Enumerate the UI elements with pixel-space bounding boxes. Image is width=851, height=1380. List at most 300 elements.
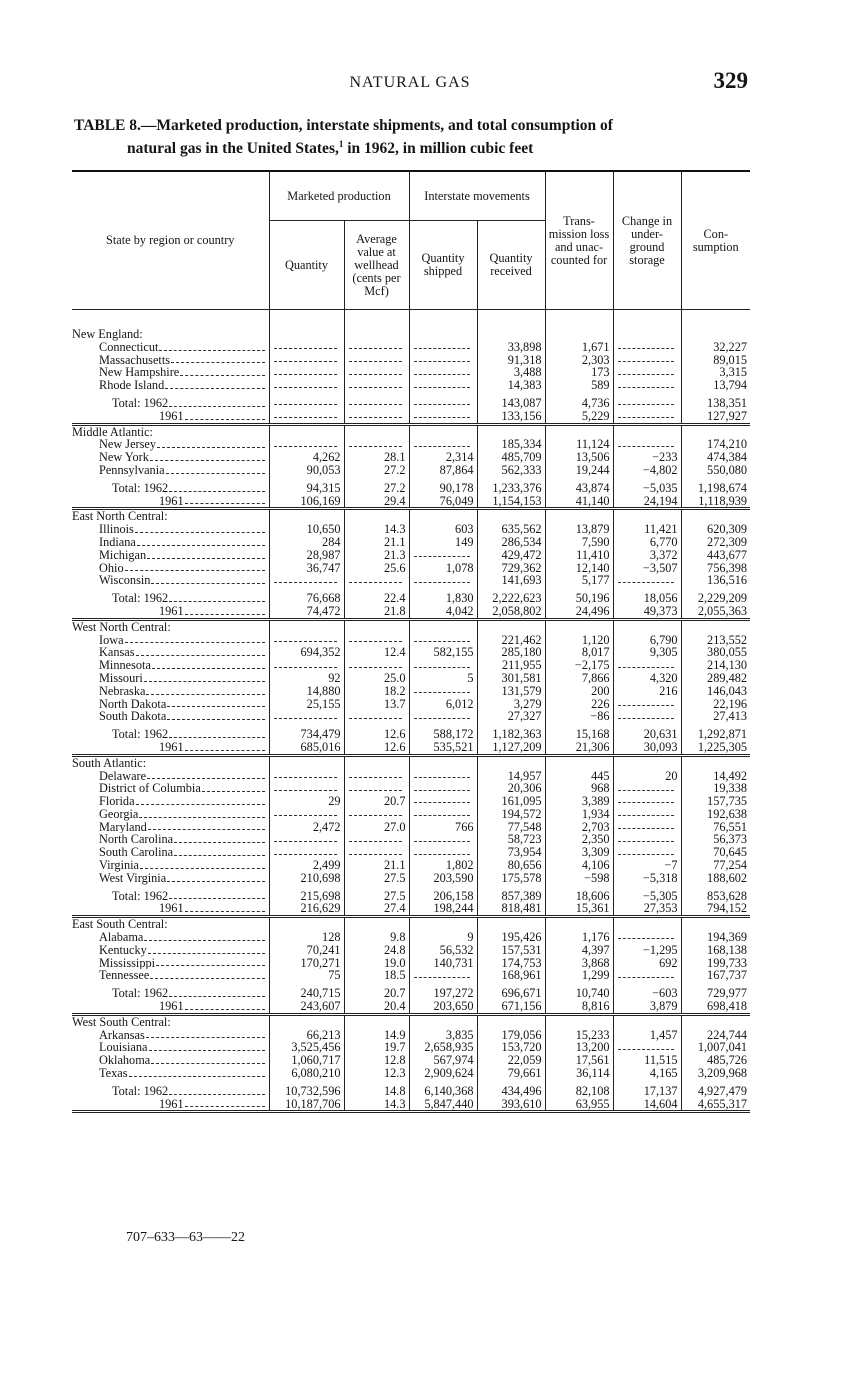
table-row — [72, 646, 750, 659]
data-cell: 216,629 — [269, 902, 344, 916]
data-cell — [613, 379, 681, 392]
table-row — [72, 549, 750, 562]
label-text: Alabama — [99, 931, 144, 944]
data-cell — [344, 1014, 409, 1028]
label-with-leader — [99, 833, 266, 846]
data-cell: 32,227 — [681, 341, 750, 354]
dot-leader — [185, 614, 265, 615]
data-cell: 24,496 — [545, 605, 613, 619]
data-cell — [681, 424, 750, 438]
data-cell: 19,338 — [681, 782, 750, 795]
region-label: New England: — [72, 328, 143, 341]
region-row — [72, 619, 750, 633]
label-text: Total: 1962 — [112, 889, 169, 903]
data-cell: 3,309 — [545, 846, 613, 859]
empty-dash — [618, 795, 674, 803]
data-cell: 15,361 — [545, 902, 613, 916]
table-row — [72, 536, 750, 549]
data-cell: 175,578 — [477, 872, 545, 885]
dot-leader — [185, 911, 265, 912]
table-row — [72, 698, 750, 711]
data-cell — [613, 424, 681, 438]
data-cell: 393,610 — [477, 1098, 545, 1112]
dot-leader — [125, 642, 265, 643]
data-cell: 13,200 — [545, 1041, 613, 1054]
row-label — [72, 562, 269, 575]
table-row — [72, 710, 750, 723]
data-cell: 434,496 — [477, 1085, 545, 1098]
data-cell: 90,053 — [269, 464, 344, 477]
label-with-leader — [99, 944, 266, 957]
data-cell: 5,177 — [545, 574, 613, 587]
data-cell: 25,155 — [269, 698, 344, 711]
data-cell — [545, 328, 613, 341]
data-cell: 89,015 — [681, 354, 750, 367]
region-row — [72, 424, 750, 438]
empty-dash — [274, 711, 337, 719]
label-text: Ohio — [99, 561, 124, 575]
spacer-cell — [477, 310, 545, 329]
label-text: 1961 — [159, 902, 184, 916]
data-cell: 4,927,479 — [681, 1085, 750, 1098]
data-cell: 286,534 — [477, 536, 545, 549]
data-cell: 192,638 — [681, 808, 750, 821]
data-cell: 153,720 — [477, 1041, 545, 1054]
dot-leader — [185, 419, 265, 420]
header-quantity-shipped: Quantity shipped — [409, 221, 477, 310]
row-label — [72, 770, 269, 783]
label-with-leader — [99, 969, 266, 982]
label-text: Total: 1962 — [112, 987, 169, 1001]
data-cell — [477, 328, 545, 341]
data-cell — [409, 619, 477, 633]
empty-dash — [414, 439, 470, 447]
data-cell: 1,830 — [409, 592, 477, 605]
data-cell — [613, 795, 681, 808]
data-cell — [409, 685, 477, 698]
data-cell — [545, 917, 613, 931]
row-label — [72, 451, 269, 464]
label-text: Minnesota — [99, 659, 151, 672]
empty-dash — [414, 660, 470, 668]
empty-dash — [414, 397, 470, 405]
data-cell — [613, 1014, 681, 1028]
row-label — [72, 833, 269, 846]
data-cell: 1,176 — [545, 931, 613, 944]
data-cell: 168,961 — [477, 969, 545, 982]
empty-dash — [274, 575, 337, 583]
dot-leader — [169, 601, 264, 602]
data-cell: 14.3 — [344, 1098, 409, 1112]
label-text: Total: 1962 — [112, 481, 169, 495]
data-cell — [409, 509, 477, 523]
data-cell — [681, 1014, 750, 1028]
empty-dash — [349, 410, 402, 418]
table-row — [72, 672, 750, 685]
label-with-leader — [112, 592, 266, 605]
data-cell: 1,671 — [545, 341, 613, 354]
data-cell: 18.5 — [344, 969, 409, 982]
region-label: Middle Atlantic: — [72, 424, 269, 438]
region-label: West South Central: — [72, 1014, 269, 1028]
dot-leader — [136, 804, 265, 805]
label-text: Arkansas — [99, 1028, 145, 1042]
label-text: Massachusetts — [99, 353, 171, 367]
label-with-leader — [159, 902, 266, 915]
label-with-leader — [99, 451, 266, 464]
empty-dash — [414, 834, 470, 842]
data-cell: 11,124 — [545, 438, 613, 451]
data-cell: 20 — [613, 770, 681, 783]
label-text: New York — [99, 451, 149, 464]
data-cell: 272,309 — [681, 536, 750, 549]
table-row — [72, 379, 750, 392]
label-text: Tennessee — [99, 969, 150, 983]
data-cell: 6,140,368 — [409, 1085, 477, 1098]
data-cell: 73,954 — [477, 846, 545, 859]
data-cell — [269, 619, 344, 633]
dot-leader — [136, 655, 265, 656]
data-cell: 211,955 — [477, 659, 545, 672]
data-cell: 11,515 — [613, 1054, 681, 1067]
row-label — [72, 410, 269, 424]
data-cell — [477, 755, 545, 769]
data-cell — [409, 659, 477, 672]
data-cell: 76,668 — [269, 592, 344, 605]
total-row — [72, 902, 750, 916]
empty-dash — [414, 711, 470, 719]
data-cell: 210,698 — [269, 872, 344, 885]
data-cell: 692 — [613, 957, 681, 970]
data-cell: 474,384 — [681, 451, 750, 464]
label-with-leader — [159, 1098, 266, 1111]
data-cell: 21.1 — [344, 536, 409, 549]
data-cell: 18,056 — [613, 592, 681, 605]
label-with-leader — [112, 987, 266, 1000]
data-cell: −86 — [545, 710, 613, 723]
empty-dash — [618, 354, 674, 362]
table-caption — [74, 117, 748, 158]
label-with-leader — [99, 354, 266, 367]
dot-leader — [157, 447, 264, 448]
row-label — [72, 710, 269, 723]
data-cell: 380,055 — [681, 646, 750, 659]
empty-dash — [274, 808, 337, 816]
data-cell: 671,156 — [477, 1000, 545, 1014]
data-cell: 1,127,209 — [477, 741, 545, 755]
data-cell: 22,059 — [477, 1054, 545, 1067]
running-header — [0, 68, 851, 98]
caption-line-2-end: in 1962, in million cubic feet — [343, 140, 534, 158]
empty-dash — [618, 410, 674, 418]
data-cell: 29 — [269, 795, 344, 808]
data-cell: 11,410 — [545, 549, 613, 562]
row-label — [72, 1029, 269, 1042]
spacer-row — [72, 310, 750, 329]
data-cell: 185,334 — [477, 438, 545, 451]
label-text: 1961 — [159, 740, 184, 754]
data-cell — [613, 619, 681, 633]
data-cell: 3,372 — [613, 549, 681, 562]
data-cell — [613, 917, 681, 931]
caption-line-1: TABLE 8.—Marketed production, interstate shipments, and total consumption of — [74, 117, 613, 134]
empty-dash — [349, 660, 402, 668]
table-row — [72, 795, 750, 808]
dot-leader — [146, 694, 264, 695]
spacer-cell — [613, 310, 681, 329]
empty-dash — [414, 783, 470, 791]
data-cell: 1,154,153 — [477, 495, 545, 509]
data-cell: 14,492 — [681, 770, 750, 783]
data-cell: 1,060,717 — [269, 1054, 344, 1067]
data-cell: 2,658,935 — [409, 1041, 477, 1054]
data-cell — [269, 755, 344, 769]
empty-dash — [618, 698, 674, 706]
table-row — [72, 808, 750, 821]
label-with-leader — [99, 808, 266, 821]
label-with-leader — [112, 728, 266, 741]
data-cell — [409, 410, 477, 424]
row-label — [72, 685, 269, 698]
data-cell — [344, 341, 409, 354]
data-cell: 75 — [269, 969, 344, 982]
table-row — [72, 782, 750, 795]
empty-dash — [414, 575, 470, 583]
empty-dash — [414, 354, 470, 362]
dot-leader — [148, 829, 265, 830]
data-cell: 17,137 — [613, 1085, 681, 1098]
label-with-leader — [159, 741, 266, 754]
data-cell: 13.7 — [344, 698, 409, 711]
data-cell: −7 — [613, 859, 681, 872]
dot-leader — [169, 737, 264, 738]
data-cell: 19.0 — [344, 957, 409, 970]
row-label — [72, 482, 269, 495]
data-cell: 3,209,968 — [681, 1067, 750, 1080]
label-text: Florida — [99, 795, 135, 808]
data-cell: 12,140 — [545, 562, 613, 575]
data-cell — [613, 821, 681, 834]
data-cell: 215,698 — [269, 890, 344, 903]
data-cell — [477, 917, 545, 931]
data-cell — [344, 379, 409, 392]
data-cell — [344, 328, 409, 341]
label-with-leader — [99, 366, 266, 379]
empty-dash — [414, 847, 470, 855]
data-cell — [613, 833, 681, 846]
row-label — [72, 523, 269, 536]
data-cell: 12.3 — [344, 1067, 409, 1080]
data-cell: 18,606 — [545, 890, 613, 903]
data-cell: 133,156 — [477, 410, 545, 424]
data-cell: 6,012 — [409, 698, 477, 711]
spacer-cell — [72, 310, 269, 329]
data-cell: 2,472 — [269, 821, 344, 834]
data-cell: 756,398 — [681, 562, 750, 575]
data-cell: 18.2 — [344, 685, 409, 698]
label-text: 1961 — [159, 409, 184, 423]
data-cell: 140,731 — [409, 957, 477, 970]
data-cell: 21.1 — [344, 859, 409, 872]
empty-dash — [618, 660, 674, 668]
row-label — [72, 592, 269, 605]
label-with-leader — [99, 1029, 266, 1042]
empty-dash — [414, 634, 470, 642]
region-label: West North Central: — [72, 619, 269, 633]
data-cell: 8,017 — [545, 646, 613, 659]
row-label — [72, 397, 269, 410]
dot-leader — [150, 978, 264, 979]
data-cell: 226 — [545, 698, 613, 711]
empty-dash — [274, 410, 337, 418]
data-cell: 1,007,041 — [681, 1041, 750, 1054]
data-cell — [409, 795, 477, 808]
row-label — [72, 1000, 269, 1014]
data-cell: 9.8 — [344, 931, 409, 944]
data-cell: 243,607 — [269, 1000, 344, 1014]
empty-dash — [349, 397, 402, 405]
data-cell: 20,631 — [613, 728, 681, 741]
data-cell: 79,661 — [477, 1067, 545, 1080]
row-label — [72, 366, 269, 379]
data-cell: 550,080 — [681, 464, 750, 477]
row-label — [72, 1085, 269, 1098]
data-cell: 77,254 — [681, 859, 750, 872]
data-cell: 76,551 — [681, 821, 750, 834]
data-cell: 3,488 — [477, 366, 545, 379]
data-cell — [344, 509, 409, 523]
data-cell — [344, 574, 409, 587]
data-cell: 17,561 — [545, 1054, 613, 1067]
data-cell: 141,693 — [477, 574, 545, 587]
data-cell: 174,210 — [681, 438, 750, 451]
total-row — [72, 728, 750, 741]
caption-line-2-start: natural gas in the United States, — [127, 140, 339, 158]
data-cell: 43,874 — [545, 482, 613, 495]
empty-dash — [618, 931, 674, 939]
data-cell — [613, 354, 681, 367]
data-cell: 5 — [409, 672, 477, 685]
label-with-leader — [99, 562, 266, 575]
data-cell: 603 — [409, 523, 477, 536]
label-with-leader — [159, 495, 266, 508]
data-cell — [344, 659, 409, 672]
empty-dash — [618, 367, 674, 375]
data-cell: 968 — [545, 782, 613, 795]
row-label — [72, 438, 269, 451]
data-cell — [269, 379, 344, 392]
data-cell: 149 — [409, 536, 477, 549]
dot-leader — [152, 668, 265, 669]
data-cell: 21.8 — [344, 605, 409, 619]
data-cell — [269, 397, 344, 410]
data-cell: 19,244 — [545, 464, 613, 477]
data-cell: 4,165 — [613, 1067, 681, 1080]
data-cell — [409, 833, 477, 846]
data-cell: 19.7 — [344, 1041, 409, 1054]
data-cell — [545, 755, 613, 769]
empty-dash — [618, 808, 674, 816]
data-cell: 27.4 — [344, 902, 409, 916]
data-cell — [545, 1014, 613, 1028]
data-cell: 49,373 — [613, 605, 681, 619]
data-cell: 70,241 — [269, 944, 344, 957]
label-text: Wisconsin — [99, 574, 151, 588]
data-cell: 4,397 — [545, 944, 613, 957]
data-cell: 10,187,706 — [269, 1098, 344, 1112]
empty-dash — [618, 380, 674, 388]
total-row — [72, 741, 750, 755]
row-label — [72, 902, 269, 916]
table-row — [72, 931, 750, 944]
label-text: 1961 — [159, 1097, 184, 1111]
total-row — [72, 397, 750, 410]
label-with-leader — [99, 710, 266, 723]
empty-dash — [349, 575, 402, 583]
data-cell: 174,753 — [477, 957, 545, 970]
data-cell: 206,158 — [409, 890, 477, 903]
empty-dash — [349, 439, 402, 447]
data-cell — [409, 782, 477, 795]
data-cell: 857,389 — [477, 890, 545, 903]
data-cell: 1,118,939 — [681, 495, 750, 509]
table-row — [72, 770, 750, 783]
data-cell — [344, 710, 409, 723]
empty-dash — [349, 354, 402, 362]
empty-dash — [349, 341, 402, 349]
table-row — [72, 872, 750, 885]
label-with-leader — [99, 1054, 266, 1067]
data-cell: 58,723 — [477, 833, 545, 846]
row-label — [72, 1098, 269, 1112]
data-cell — [681, 619, 750, 633]
data-cell: 6,080,210 — [269, 1067, 344, 1080]
dot-leader — [169, 1094, 264, 1095]
data-cell: 56,373 — [681, 833, 750, 846]
label-with-leader — [159, 410, 266, 423]
data-cell: 14,604 — [613, 1098, 681, 1112]
data-cell: 1,225,305 — [681, 741, 750, 755]
row-label — [72, 944, 269, 957]
empty-dash — [618, 847, 674, 855]
data-cell: 1,120 — [545, 634, 613, 647]
empty-dash — [618, 783, 674, 791]
data-cell: 443,677 — [681, 549, 750, 562]
data-cell — [613, 710, 681, 723]
table-row — [72, 341, 750, 354]
data-cell — [409, 710, 477, 723]
row-label — [72, 672, 269, 685]
caption-line-2 — [74, 135, 748, 158]
data-cell: 766 — [409, 821, 477, 834]
data-cell: 429,472 — [477, 549, 545, 562]
data-cell: 14,880 — [269, 685, 344, 698]
empty-dash — [274, 439, 337, 447]
data-cell: 694,352 — [269, 646, 344, 659]
data-cell: 1,299 — [545, 969, 613, 982]
data-cell: 2,303 — [545, 354, 613, 367]
dot-leader — [151, 583, 264, 584]
label-text: Maryland — [99, 820, 147, 834]
data-cell: 50,196 — [545, 592, 613, 605]
data-cell — [613, 341, 681, 354]
data-cell: 82,108 — [545, 1085, 613, 1098]
data-cell — [477, 509, 545, 523]
label-with-leader — [99, 795, 266, 808]
data-cell: 14.8 — [344, 1085, 409, 1098]
table-row — [72, 969, 750, 982]
data-cell: 21,306 — [545, 741, 613, 755]
